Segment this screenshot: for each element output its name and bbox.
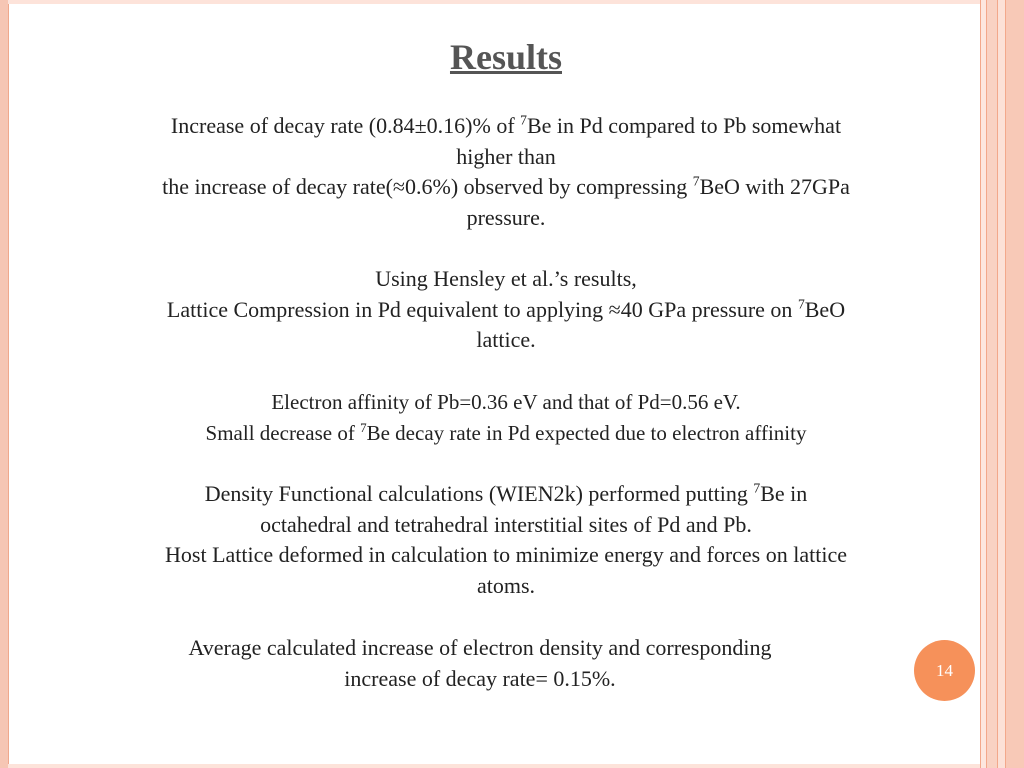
text-line: higher than	[456, 143, 556, 169]
slide-frame-right	[980, 0, 1024, 768]
paragraph-decay-rate-increase	[40, 111, 972, 233]
paragraph-lattice-compression	[40, 264, 972, 356]
text-line: the increase of decay rate(≈0.6%) observed by compressing $^7$BeO with 27GPa	[162, 173, 850, 199]
paragraph-average-increase	[40, 633, 920, 694]
text-line: increase of decay rate= 0.15%.	[344, 665, 616, 691]
text-line: lattice.	[476, 327, 536, 352]
text-line: Electron affinity of Pb=0.36 eV and that of Pd=0.56 eV.	[271, 390, 741, 414]
text-line: Average calculated increase of electron density and corresponding	[188, 635, 772, 660]
text-line: pressure.	[466, 204, 546, 230]
page-number-badge: 14	[914, 640, 975, 701]
paragraph-electron-affinity	[40, 387, 972, 449]
text-line: atoms.	[476, 572, 536, 598]
text-line: Lattice Compression in Pd equivalent to applying ≈40 GPa pressure on $^7$BeO	[166, 296, 846, 322]
text-line: octahedral and tetrahedral interstitial sites of Pd and Pb.	[260, 511, 752, 537]
slide-content	[40, 0, 972, 768]
text-line: Increase of decay rate (0.84±0.16)% of $^7$Be in Pd compared to Pb somewhat	[170, 112, 842, 138]
paragraph-dft-calculations	[40, 479, 972, 601]
slide-frame-left	[0, 0, 9, 768]
text-line: Density Functional calculations (WIEN2k) performed putting $^7$Be in	[204, 480, 808, 506]
text-line: Host Lattice deformed in calculation to minimize energy and forces on lattice	[165, 542, 847, 567]
text-line: Using Hensley et al.’s results,	[375, 266, 637, 291]
text-line: Small decrease of $^7$Be decay rate in Pd expected due to electron affinity	[205, 419, 807, 445]
slide-title: Results	[449, 37, 562, 77]
